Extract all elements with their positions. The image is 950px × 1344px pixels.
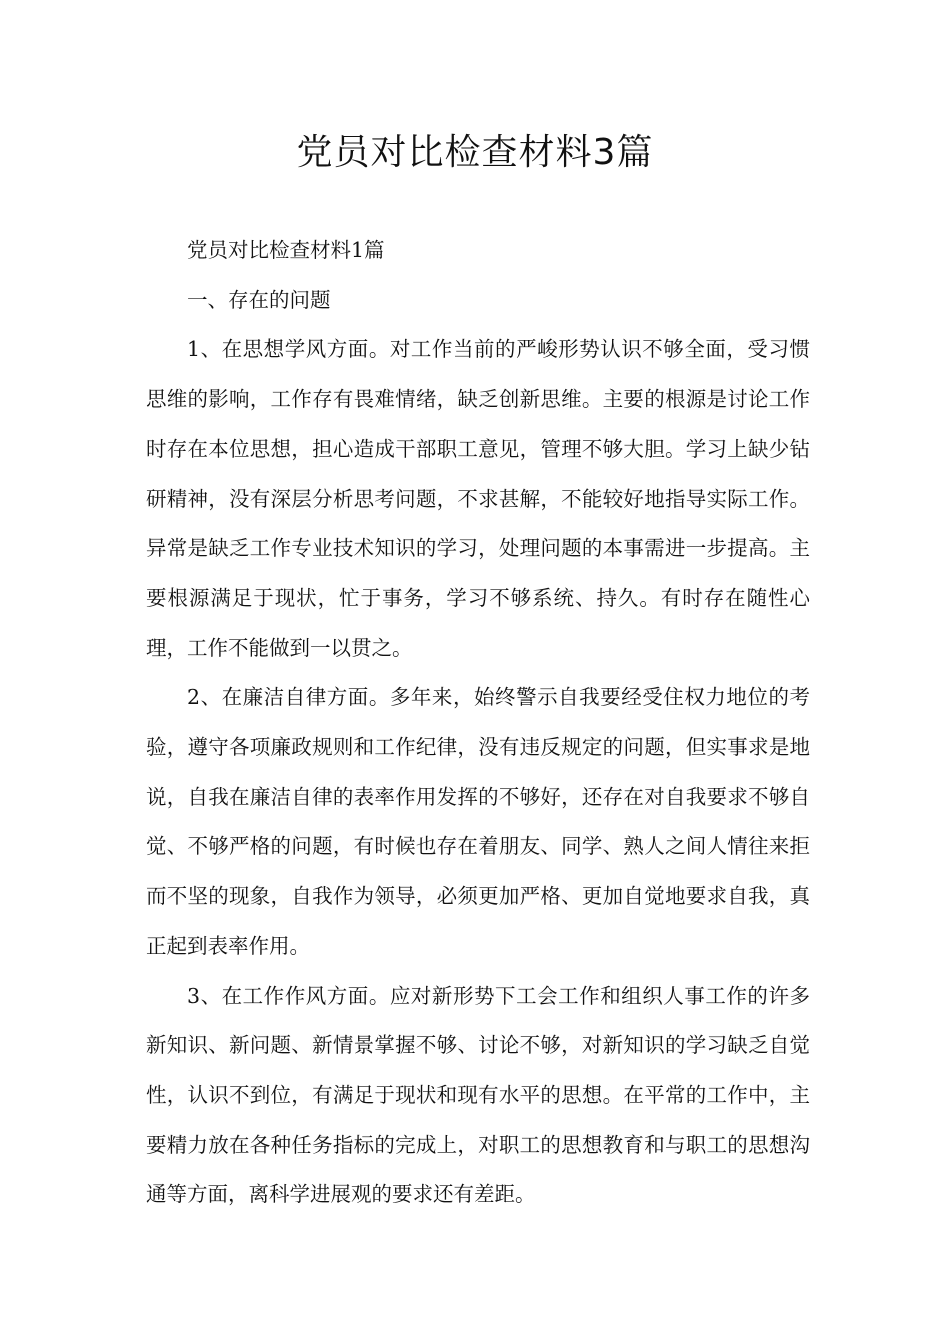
- paragraph-work-style: 3、在工作作风方面。应对新形势下工会工作和组织人事工作的许多新知识、新问题、新情景掌握不够、讨论不够，对新知识的学习缺乏自觉性，认识不到位，有满足于现状和现有水平的思想。在平常的工作中，主要精力放在各种任务指标的完成上，对职工的思想教育和与职工的思想沟通等方面，离科学进展观的要求还有差距。: [146, 983, 810, 1207]
- document-body: [146, 226, 810, 1220]
- document-title: 党员对比检查材料3篇: [296, 132, 654, 173]
- subsection-heading: 一、存在的问题: [187, 287, 331, 312]
- paragraph-integrity: 2、在廉洁自律方面。多年来，始终警示自我要经受住权力地位的考验，遵守各项廉政规则和工作纪律，没有违反规定的问题，但实事求是地说，自我在廉洁自律的表率作用发挥的不够好，还存在对自我要求不够自觉、不够严格的问题，有时候也存在着朋友、同学、熟人之间人情往来拒而不坚的现象，自我作为领导，必须更加严格、更加自觉地要求自我，真正起到表率作用。: [146, 685, 810, 958]
- paragraph-thought-study: 1、在思想学风方面。对工作当前的严峻形势认识不够全面，受习惯思维的影响，工作存有畏难情绪，缺乏创新思维。主要的根源是讨论工作时存在本位思想，担心造成干部职工意见，管理不够大胆。学习上缺少钻研精神，没有深层分析思考问题，不求甚解，不能较好地指导实际工作。异常是缺乏工作专业技术知识的学习，处理问题的本事需进一步提高。主要根源满足于现状，忙于事务，学习不够系统、持久。有时存在随性心理，工作不能做到一以贯之。: [146, 337, 810, 660]
- section-heading: 党员对比检查材料1篇: [187, 238, 385, 262]
